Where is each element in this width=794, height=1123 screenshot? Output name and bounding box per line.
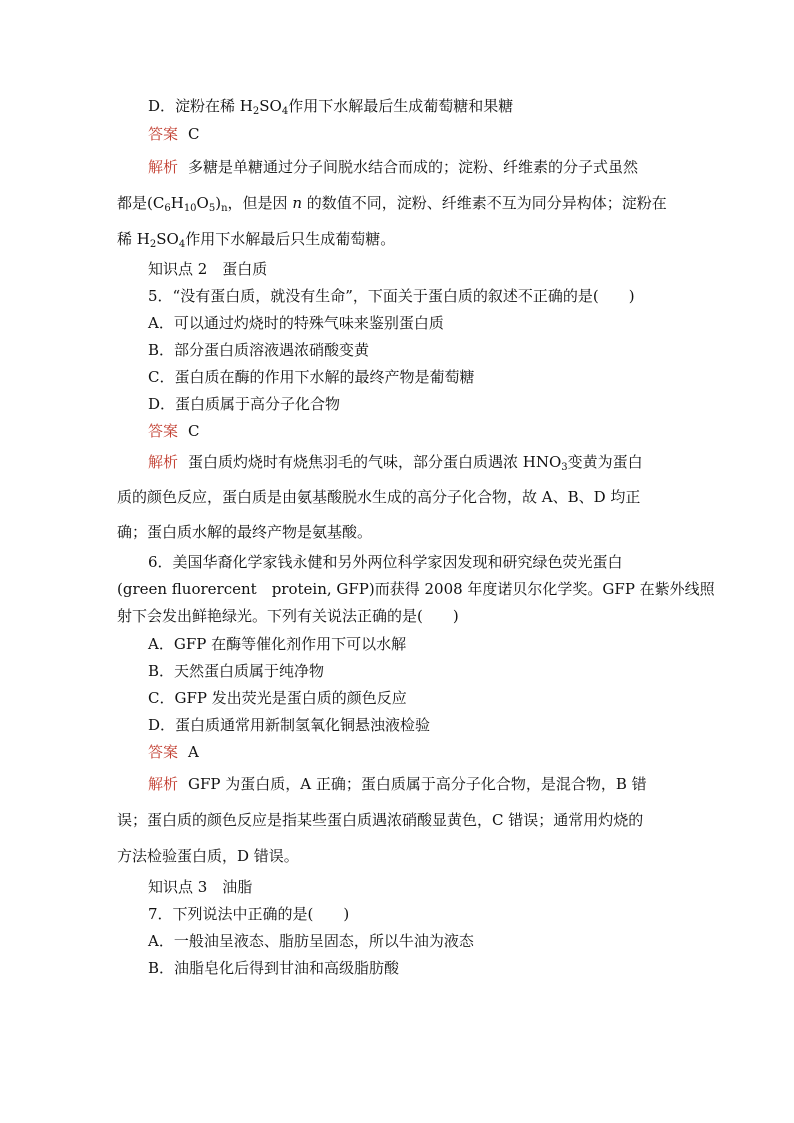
q4-analysis-line-2: 都是$(C_6H_{10}O_5)_n$，但是因 n 的数值不同，淀粉、纤维素不互为同分异构体；淀粉在 xyxy=(117,194,667,214)
q6-option-a: A．GFP 在酶等催化剂作用下可以水解 xyxy=(148,635,407,653)
q5-answer: 答案 C xyxy=(148,422,200,440)
q5-analysis-line-1: 解析 蛋白质灼烧时有烧焦羽毛的气味，部分蛋白质遇浓 $HNO_3$变黄为蛋白 xyxy=(148,453,643,473)
q6-stem-line-3: 射下会发出鲜艳绿光。下列有关说法正确的是( ) xyxy=(117,607,459,625)
q5-analysis-line-2: 质的颜色反应，蛋白质是由氨基酸脱水生成的高分子化合物，故 A、B、D 均正 xyxy=(117,488,641,506)
q6-option-c: C．GFP 发出荧光是蛋白质的颜色反应 xyxy=(148,689,407,707)
q7-option-b: B．油脂皂化后得到甘油和高级脂肪酸 xyxy=(148,959,400,977)
q6-analysis-line-3: 方法检验蛋白质，D 错误。 xyxy=(117,847,299,865)
q7-option-a: A．一般油呈液态、脂肪呈固态，所以牛油为液态 xyxy=(148,932,474,950)
q5-option-d: D．蛋白质属于高分子化合物 xyxy=(148,395,341,413)
q4-analysis-line-3: 稀 $H_2SO_4$作用下水解最后只生成葡萄糖。 xyxy=(117,230,396,250)
q5-option-a: A．可以通过灼烧时的特殊气味来鉴别蛋白质 xyxy=(148,314,444,332)
q7-stem: 7．下列说法中正确的是( ) xyxy=(148,905,350,923)
q6-stem-line-2: (green fluorercent protein, GFP)而获得 2008 年度诺贝尔化学奖。GFP 在紫外线照 xyxy=(117,580,715,598)
q5-analysis-line-3: 确；蛋白质水解的最终产物是氨基酸。 xyxy=(117,523,373,541)
q5-stem: 5．“没有蛋白质，就没有生命”，下面关于蛋白质的叙述不正确的是( ) xyxy=(148,287,635,305)
q6-stem-line-1: 6．美国华裔化学家钱永健和另外两位科学家因发现和研究绿色荧光蛋白 xyxy=(148,553,623,571)
knowledge-point-3-heading: 知识点 3 油脂 xyxy=(148,878,253,896)
q6-answer: 答案 A xyxy=(148,743,199,761)
q5-option-b: B．部分蛋白质溶液遇浓硝酸变黄 xyxy=(148,341,370,359)
knowledge-point-2-heading: 知识点 2 蛋白质 xyxy=(148,260,268,278)
q6-option-d: D．蛋白质通常用新制氢氧化铜悬浊液检验 xyxy=(148,716,431,734)
q4-option-d: D．淀粉在稀 $H_2SO_4$作用下水解最后生成葡萄糖和果糖 xyxy=(148,97,514,117)
q6-analysis-line-1: 解析 GFP 为蛋白质，A 正确；蛋白质属于高分子化合物，是混合物，B 错 xyxy=(148,775,647,793)
q4-answer: 答案 C xyxy=(148,125,200,143)
q6-option-b: B．天然蛋白质属于纯净物 xyxy=(148,662,325,680)
q6-analysis-line-2: 误；蛋白质的颜色反应是指某些蛋白质遇浓硝酸显黄色，C 错误；通常用灼烧的 xyxy=(117,811,644,829)
q4-analysis-line-1: 解析 多糖是单糖通过分子间脱水结合而成的；淀粉、纤维素的分子式虽然 xyxy=(148,158,639,176)
q5-option-c: C．蛋白质在酶的作用下水解的最终产物是葡萄糖 xyxy=(148,368,475,386)
